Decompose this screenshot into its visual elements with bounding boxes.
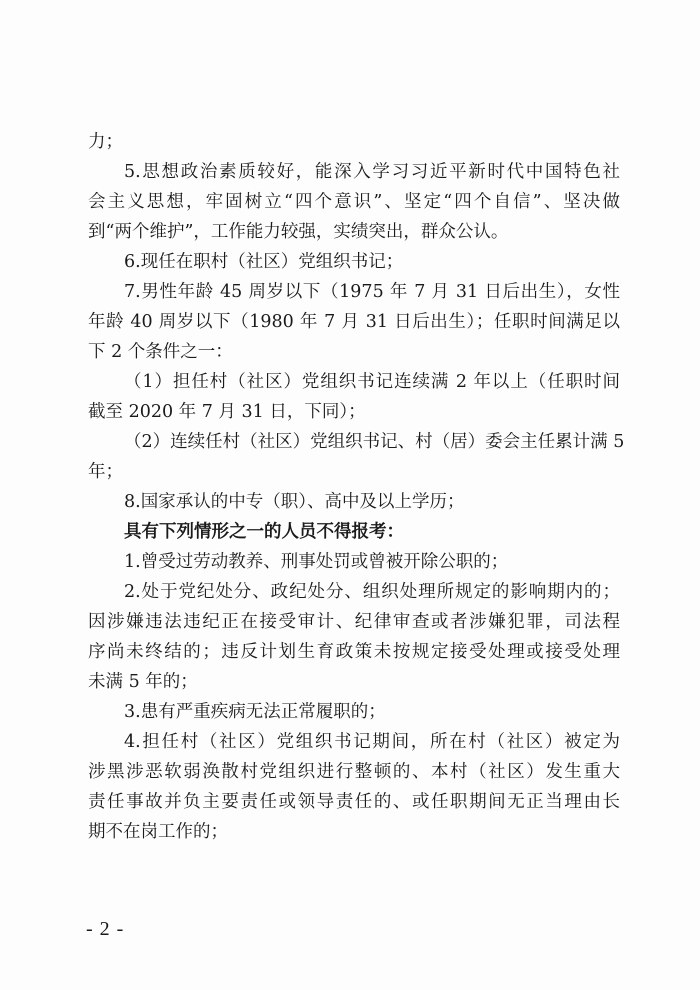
text-line: 截至 2020 年 7 月 31 日，下同）； [88,402,366,422]
text-line: 年； [88,462,123,482]
text-line: （2）连续任村（社区）党组织书记、村（居）委会主任累计满 5 [124,432,625,452]
text-line: 到“两个维护”，工作能力较强，实绩突出，群众公认。 [88,222,509,242]
text-line: 8.国家承认的中专（职）、高中及以上学历； [124,492,465,512]
text-line: 会主义思想，牢固树立“四个意识”、坚定“四个自信”、坚决做 [88,192,620,212]
text-line: 7.男性年龄 45 周岁以下（1975 年 7 月 31 日后出生），女性 [124,282,620,302]
page-number: - 2 - [86,918,125,940]
document-body [88,127,625,847]
text-line: 4.担任村（社区）党组织书记期间，所在村（社区）被定为 [124,732,620,752]
text-line: 未满 5 年的； [88,672,198,692]
text-line: 2.处于党纪处分、政纪处分、组织处理所规定的影响期内的； [124,582,620,602]
text-line: 涉黑涉恶软弱涣散村党组织进行整顿的、本村（社区）发生重大 [88,762,620,782]
text-line: 责任事故并负主要责任或领导责任的、或任职期间无正当理由长 [88,792,620,812]
text-line: 1.曾受过劳动教养、刑事处罚或曾被开除公职的； [124,552,509,572]
text-line: 序尚未终结的；违反计划生育政策未按规定接受处理或接受处理 [88,642,620,662]
text-line: （1）担任村（社区）党组织书记连续满 2 年以上（任职时间 [124,372,620,392]
text-line: 力； [88,132,123,152]
text-line: 期不在岗工作的； [88,822,228,842]
section-heading: 具有下列情形之一的人员不得报考： [124,522,404,542]
text-line: 年龄 40 周岁以下（1980 年 7 月 31 日后出生）；任职时间满足以 [88,312,620,332]
text-line: 下 2 个条件之一： [88,342,233,362]
text-line: 5.思想政治素质较好，能深入学习习近平新时代中国特色社 [124,162,620,182]
text-line: 6.现任在职村（社区）党组织书记； [124,252,404,272]
text-line: 3.患有严重疾病无法正常履职的； [124,702,386,722]
text-line: 因涉嫌违法违纪正在接受审计、纪律审查或者涉嫌犯罪，司法程 [88,612,620,632]
